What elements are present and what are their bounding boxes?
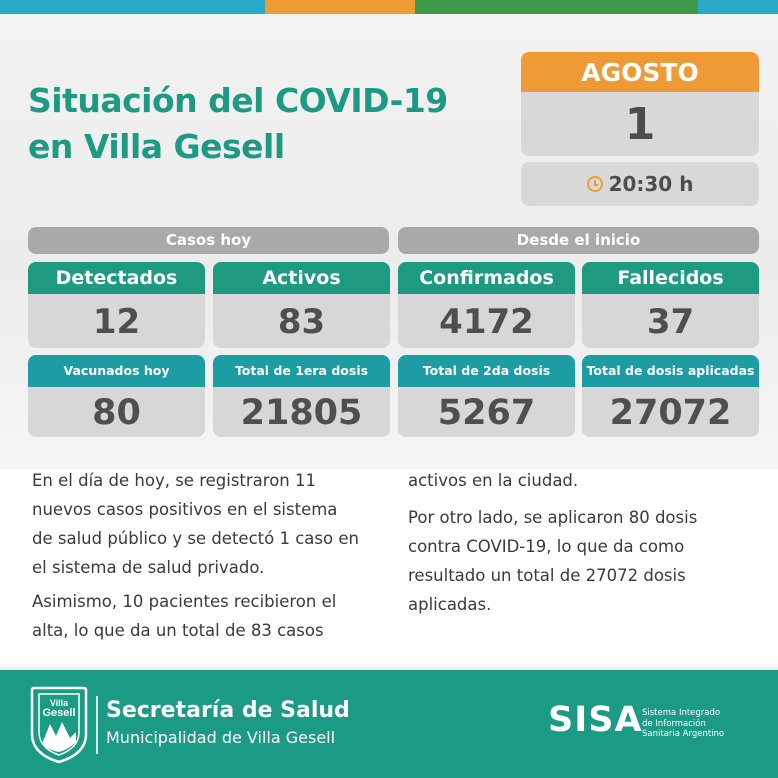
vaccine-label: Vacunados hoy <box>28 355 205 387</box>
text-line: contra COVID-19, lo que da como <box>408 537 685 556</box>
sisa-logo: SISA <box>548 700 643 740</box>
footer-shadow <box>0 662 778 670</box>
top-color-stripe <box>0 0 778 14</box>
section-casos-hoy: Casos hoy <box>28 227 389 254</box>
date-month: AGOSTO <box>521 52 759 92</box>
vaccine-value: 27072 <box>582 387 759 437</box>
footer <box>0 670 778 778</box>
vaccine-card-vacunados-hoy <box>28 355 205 437</box>
page-title <box>28 78 498 170</box>
stripe-blue-segment <box>0 0 265 14</box>
stat-label: Fallecidos <box>582 262 759 294</box>
title-line-1: Situación del COVID-19 <box>28 81 448 120</box>
sisa-desc-line: Sanitaria Argentino <box>642 729 725 739</box>
vaccine-label: Total de 1era dosis <box>213 355 390 387</box>
date-day: 1 <box>521 92 759 156</box>
stripe-green-segment <box>415 0 698 14</box>
text-line: nuevos casos positivos en el sistema <box>32 500 338 519</box>
stat-value: 83 <box>213 294 390 348</box>
stat-value: 37 <box>582 294 759 348</box>
date-time-box <box>521 162 759 206</box>
vaccine-card-total-dosis <box>582 355 759 437</box>
text-line: activos en la ciudad. <box>408 471 579 490</box>
text-line: alta, lo que da un total de 83 casos <box>32 621 324 640</box>
text-line: Por otro lado, se aplicaron 80 dosis <box>408 508 698 527</box>
text-line: resultado un total de 27072 dosis <box>408 566 686 585</box>
vaccine-card-segunda-dosis <box>398 355 575 437</box>
stat-value: 4172 <box>398 294 575 348</box>
paragraph-left <box>32 466 359 645</box>
stat-card-fallecidos <box>582 262 759 348</box>
stat-card-detectados <box>28 262 205 348</box>
sisa-description <box>642 708 724 740</box>
stripe-blue-segment-2 <box>698 0 778 14</box>
text-line: En el día de hoy, se registraron 11 <box>32 471 316 490</box>
vaccine-value: 80 <box>28 387 205 437</box>
stat-card-confirmados <box>398 262 575 348</box>
stat-label: Activos <box>213 262 390 294</box>
stat-value: 12 <box>28 294 205 348</box>
sisa-desc-line: de Información <box>642 718 706 729</box>
stat-label: Detectados <box>28 262 205 294</box>
villa-gesell-logo-icon <box>28 684 90 764</box>
section-desde-el-inicio: Desde el inicio <box>398 227 759 254</box>
footer-divider <box>96 696 98 754</box>
text-line: aplicadas. <box>408 595 492 614</box>
stat-card-activos <box>213 262 390 348</box>
logo-line-1: Villa <box>49 698 69 708</box>
sisa-desc-line: Sistema Integrado <box>642 708 721 718</box>
vaccine-card-primera-dosis <box>213 355 390 437</box>
logo-line-2: Gesell <box>42 707 76 719</box>
vaccine-label: Total de 2da dosis <box>398 355 575 387</box>
vaccine-value: 21805 <box>213 387 390 437</box>
org-name: Secretaría de Salud <box>106 698 350 723</box>
vaccine-value: 5267 <box>398 387 575 437</box>
text-line: de salud público y se detectó 1 caso en <box>32 529 359 548</box>
paragraph-right <box>408 466 697 619</box>
stat-label: Confirmados <box>398 262 575 294</box>
text-line: el sistema de salud privado. <box>32 558 265 577</box>
org-subtitle: Municipalidad de Villa Gesell <box>106 728 336 747</box>
vaccine-label: Total de dosis aplicadas <box>582 355 759 387</box>
stripe-orange-segment <box>265 0 415 14</box>
title-line-2: en Villa Gesell <box>28 127 285 166</box>
text-line: Asimismo, 10 pacientes recibieron el <box>32 592 337 611</box>
clock-icon <box>587 176 603 192</box>
date-time-text: 20:30 h <box>608 172 694 196</box>
